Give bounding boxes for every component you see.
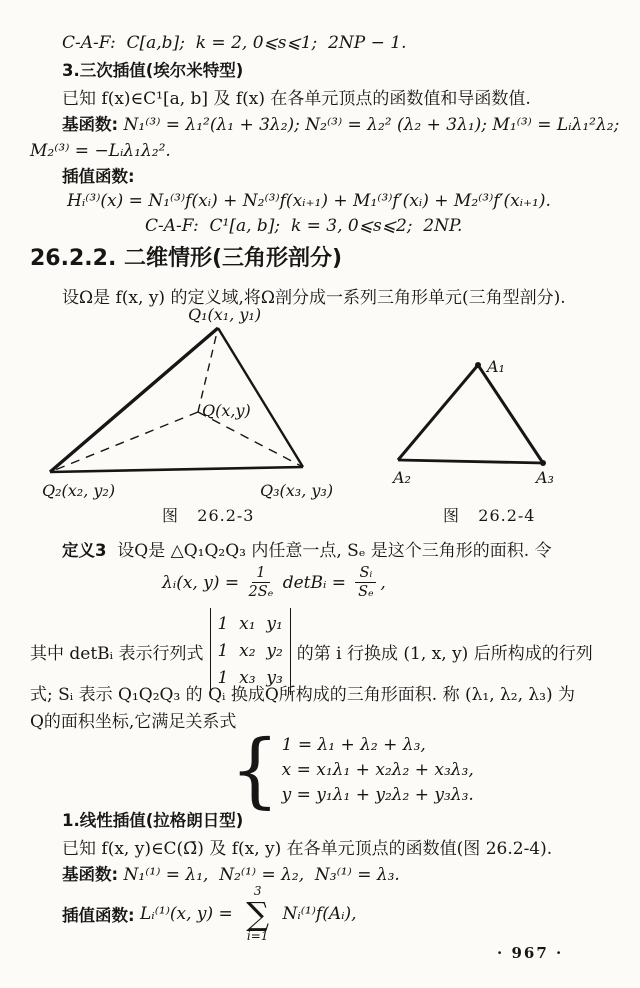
interior-point-label-q: Q(x,y) [202, 401, 251, 420]
definition-3-line [62, 540, 552, 562]
matrix-row-3: 1 x₃ y₃ [217, 668, 283, 688]
hermite-interp-formula: Hᵢ⁽³⁾(x) = N₁⁽³⁾f(xᵢ) + N₂⁽³⁾f(xᵢ₊₁) + M₁⁽³⁾f′(xᵢ) + M₂⁽³⁾f′(xᵢ₊₁). [67, 191, 551, 211]
figure-triangle-a1a2a3 [360, 330, 620, 530]
fraction-1-over-2se: $\frac{1}{\text{2Sₑ}}$ [248, 565, 274, 600]
basis-formula-linear: N₁⁽¹⁾ = λ₁, N₂⁽¹⁾ = λ₂, N₃⁽¹⁾ = λ₃. [123, 865, 400, 885]
det-text-before: 其中 detBᵢ 表示行列式 [30, 644, 204, 664]
edge-q2-q3 [50, 467, 303, 472]
edge-a2-a3 [398, 460, 543, 463]
det-paragraph-line-2: 式; Sᵢ 表示 Q₁Q₂Q₃ 的 Qᵢ 换成Q所构成的三角形面积. 称 (λ₁, λ₂, λ₃) 为 [30, 685, 576, 705]
vertex-label-q1: Q₁(x₁, y₁) [188, 305, 262, 324]
system-eq-2: x = x₁λ₁ + x₂λ₂ + x₃λ₃, [281, 759, 474, 780]
basis-functions-line-1 [62, 114, 619, 136]
lambda-area-coordinate-formula [162, 565, 386, 600]
intro-domain-line: 设Ω是 f(x, y) 的定义域,将Ω剖分成一系列三角形单元(三角型剖分). [62, 288, 566, 308]
figure-caption-26-2-4: 图 26.2-4 [443, 506, 536, 525]
matrix-row-2: 1 x₂ y₂ [217, 641, 283, 661]
basis-formula-2: M₂⁽³⁾ = −Lᵢλ₁λ₂². [30, 141, 171, 161]
edge-q1-q2 [50, 328, 218, 472]
vertex-label-a2: A₂ [393, 468, 411, 487]
caf-formula-line-2: C-A-F: C¹[a, b]; k = 3, 0⩽s⩽2; 2NP. [145, 216, 463, 236]
dashed-q-q2 [50, 412, 198, 472]
system-eq-3: y = y₁λ₁ + y₂λ₂ + y₃λ₃. [281, 784, 474, 805]
vertex-label-a3: A₃ [536, 468, 554, 487]
determinant-matrix [210, 608, 291, 695]
det-paragraph-line-3: Q的面积坐标,它满足关系式 [30, 712, 237, 732]
heading-cubic-interpolation: 3.三次插值(埃尔米特型) [62, 61, 244, 80]
det-text-after: 的第 i 行换成 (1, x, y) 后所构成的行列 [296, 644, 593, 664]
lambda-lhs: λᵢ(x, y) = [162, 572, 245, 593]
edge-a1-a3 [478, 365, 543, 463]
figure-caption-26-2-3: 图 26.2-3 [162, 506, 255, 525]
basis-formula-1: N₁⁽³⁾ = λ₁²(λ₁ + 3λ₂); N₂⁽³⁾ = λ₂² (λ₂ + 3λ₁); M₁⁽³⁾ = Lᵢλ₁²λ₂; [123, 115, 620, 135]
vertex-label-a1: A₁ [487, 357, 505, 376]
basis-label: 基函数: [62, 115, 119, 134]
definition-text: 设Q是 △Q₁Q₂Q₃ 内任意一点, Sₑ 是这个三角形的面积. 令 [106, 541, 552, 561]
caf-formula-line-1: C-A-F: C[a,b]; k = 2, 0⩽s⩽1; 2NP − 1. [62, 33, 407, 53]
basis-functions-line-2 [62, 864, 400, 886]
detb-mid: detBᵢ = [277, 572, 352, 593]
figure-triangle-q1q2q3 [20, 300, 350, 515]
basis-label-2: 基函数: [62, 865, 119, 884]
area-coordinate-system [230, 722, 474, 818]
sum-lower-limit: i=1 [246, 929, 269, 943]
edge-a1-a2 [398, 365, 478, 460]
known-condition-line-2: 已知 f(x, y)∈C(Ω̄) 及 f(x, y) 在各单元顶点的函数值(图 26.2-4). [62, 839, 553, 859]
lagrange-interp-formula-row [62, 885, 357, 943]
heading-linear-interpolation: 1.线性插值(拉格朗日型) [62, 811, 244, 830]
known-condition-line-1: 已知 f(x)∈C¹[a, b] 及 f(x) 在各单元顶点的函数值和导函数值. [62, 89, 531, 109]
interp-label-2: 插值函数: [62, 906, 135, 925]
system-eq-1: 1 = λ₁ + λ₂ + λ₃, [281, 734, 426, 755]
left-brace: { [230, 722, 280, 818]
sum-upper-limit: 3 [253, 884, 262, 898]
vertex-dot-a1 [475, 362, 481, 368]
sigma-glyph: ∑ [246, 895, 270, 933]
vertex-label-q2: Q₂(x₂, y₂) [42, 481, 116, 500]
edge-q1-q3 [218, 328, 303, 467]
definition-label: 定义3 [62, 541, 107, 560]
summation-symbol [246, 885, 269, 943]
equation-column [282, 733, 474, 808]
lambda-trailing-comma: , [380, 572, 386, 593]
interp-label-1: 插值函数: [62, 167, 135, 186]
section-heading-2d-case: 26.2.2. 二维情形(三角形剖分) [30, 246, 343, 271]
page-number: · 967 · [497, 944, 564, 962]
lagrange-interp-lhs: Lᵢ⁽¹⁾(x, y) = [140, 904, 239, 924]
fraction-si-over-se: $\frac{\text{Sᵢ}}{\text{Sₑ}}$ [355, 565, 376, 600]
vertex-label-q3: Q₃(x₃, y₃) [260, 481, 334, 500]
lagrange-interp-rhs: Nᵢ⁽¹⁾f(Aᵢ), [277, 904, 357, 924]
determinant-paragraph-row [30, 608, 593, 695]
matrix-row-1: 1 x₁ y₁ [217, 614, 283, 634]
vertex-dot-a3 [540, 460, 546, 466]
